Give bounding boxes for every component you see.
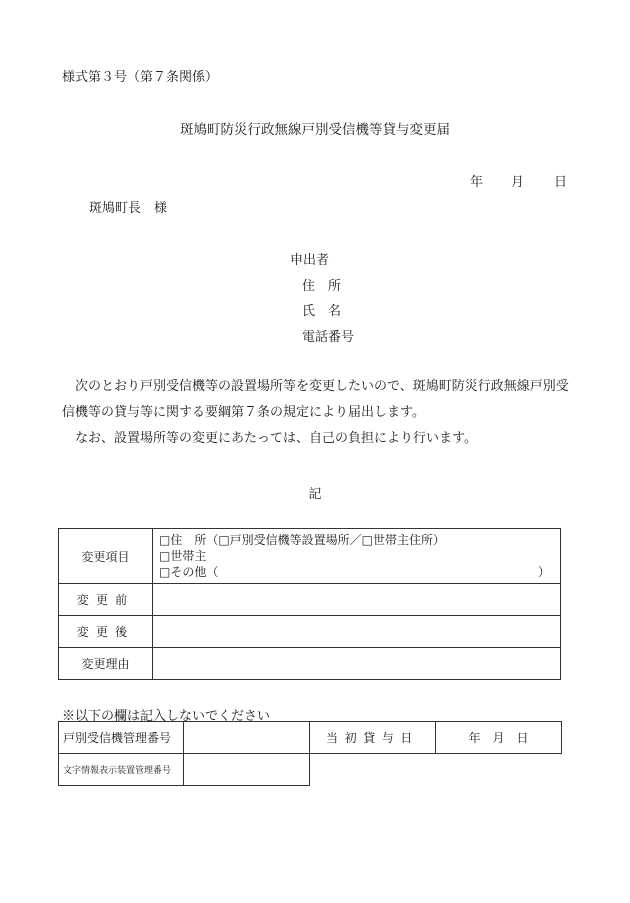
initial-loan-date-label: 当初貸与日 <box>310 722 436 754</box>
receiver-mgmt-no-field[interactable] <box>184 722 310 754</box>
option-other-close: ） <box>537 565 550 579</box>
table-row <box>59 754 562 786</box>
option-householder[interactable]: □世帯主 <box>159 549 207 563</box>
body-paragraph-2: なお、設置場所等の変更にあたっては、自己の負担により行います。 <box>75 431 477 446</box>
applicant-block <box>290 248 354 350</box>
option-other-label: □その他（ <box>159 565 219 579</box>
change-item-label: 変更項目 <box>59 529 153 584</box>
table-row <box>59 722 562 754</box>
change-item-options <box>153 529 561 584</box>
addressee: 斑鳩町長 様 <box>89 201 168 216</box>
applicant-address-label: 住 所 <box>302 278 342 294</box>
initial-loan-date-field[interactable]: 年 月 日 <box>436 722 562 754</box>
after-change-field[interactable] <box>153 616 561 648</box>
table-row <box>59 648 561 680</box>
blank-cell <box>436 754 562 786</box>
body-text <box>62 374 572 452</box>
receiver-mgmt-no-label: 戸別受信機管理番号 <box>59 722 184 754</box>
table-row <box>59 529 561 584</box>
option-address[interactable]: □住 所（□戸別受信機等設置場所／□世帯主住所） <box>159 533 446 547</box>
document-title: 斑鳩町防災行政無線戸別受信機等貸与変更届 <box>180 122 450 138</box>
applicant-heading: 申出者 <box>290 253 330 268</box>
applicant-name-label: 氏 名 <box>302 304 342 319</box>
before-change-label: 変更前 <box>59 584 153 616</box>
text-display-mgmt-no-field[interactable] <box>184 754 310 786</box>
date-line <box>470 171 567 190</box>
option-other[interactable] <box>159 564 560 580</box>
change-reason-label: 変更理由 <box>59 648 153 680</box>
ki-label: 記 <box>308 487 322 502</box>
date-day-label: 日 <box>554 175 568 190</box>
blank-cell <box>310 754 436 786</box>
body-paragraph-1: 次のとおり戸別受信機等の設置場所等を変更したいので、斑鳩町防災行政無線戸別受信機等の貸与等に関する要綱第７条の規定により届出します。 <box>62 379 569 420</box>
office-use-note: ※以下の欄は記入しないでください <box>62 709 271 724</box>
change-details-table <box>58 528 561 680</box>
date-year-label: 年 <box>470 175 484 190</box>
change-reason-field[interactable] <box>153 648 561 680</box>
before-change-field[interactable] <box>153 584 561 616</box>
applicant-phone-label: 電話番号 <box>302 329 355 345</box>
date-month-label: 月 <box>511 175 525 190</box>
after-change-label: 変更後 <box>59 616 153 648</box>
table-row <box>59 584 561 616</box>
text-display-mgmt-no-label: 文字情報表示装置管理番号 <box>59 754 184 786</box>
office-use-table <box>58 721 562 786</box>
form-number: 様式第３号（第７条関係） <box>62 70 219 85</box>
table-row <box>59 616 561 648</box>
